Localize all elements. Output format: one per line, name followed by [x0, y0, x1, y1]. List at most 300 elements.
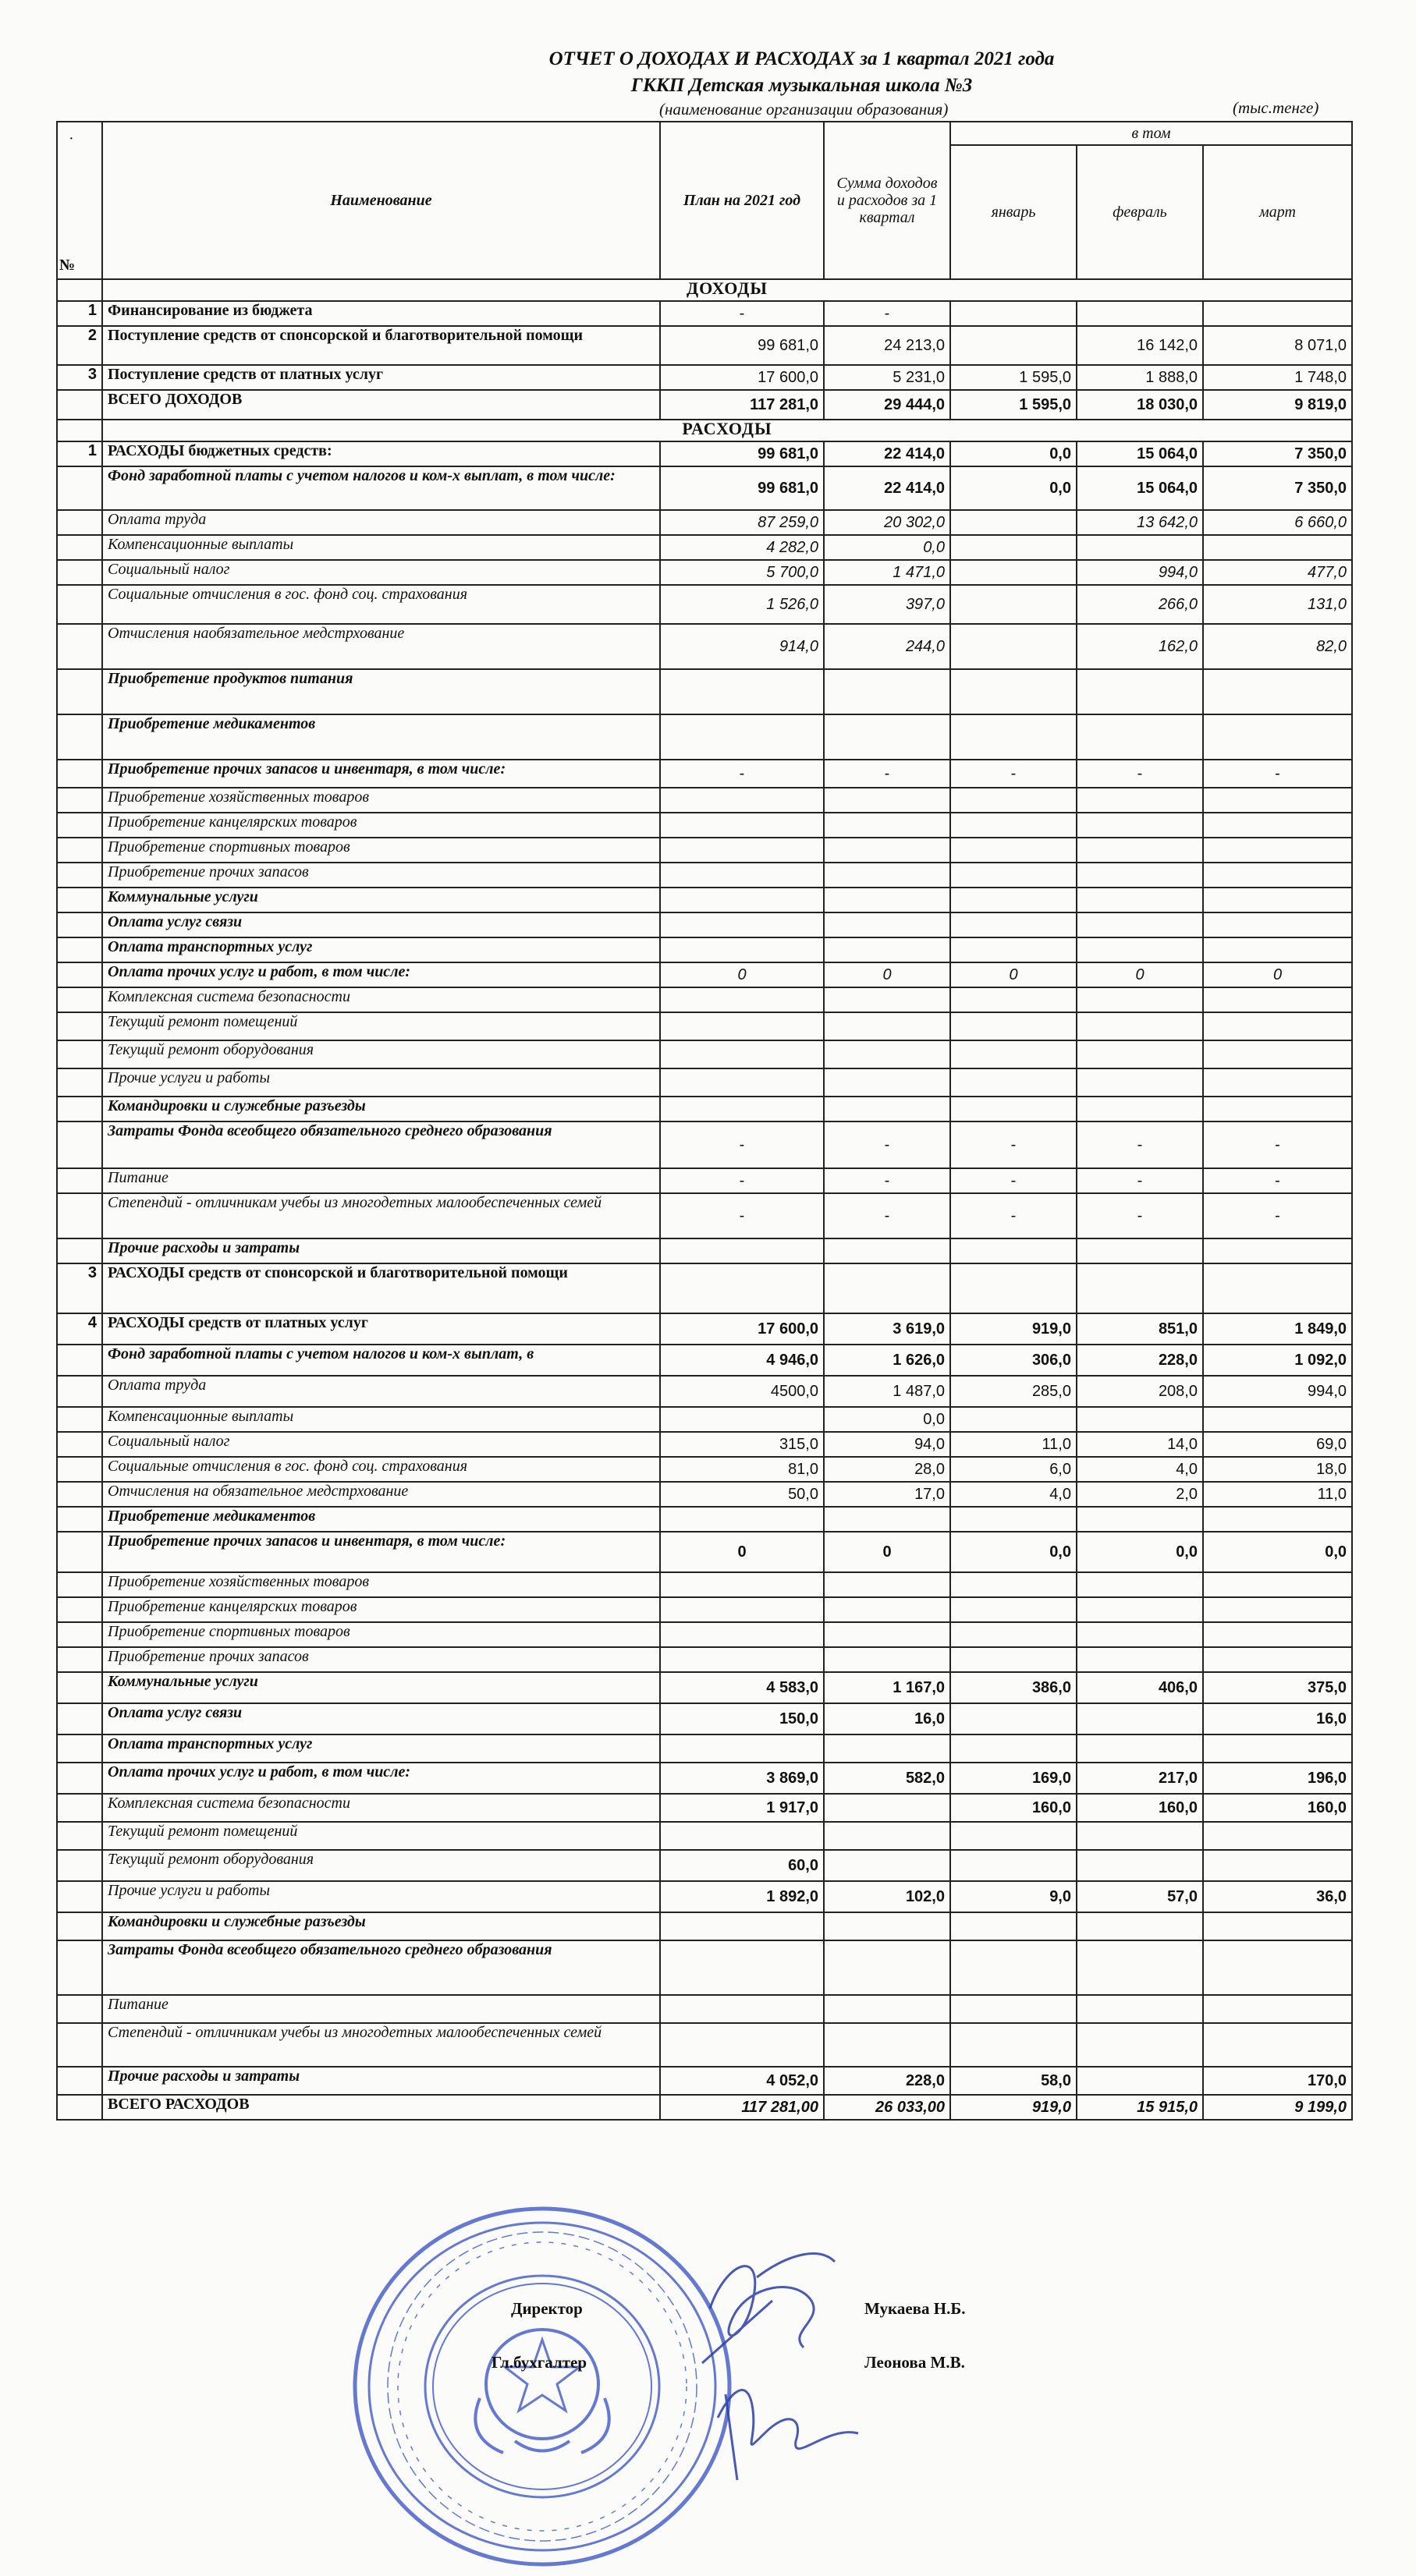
value-jan: 6,0	[950, 1457, 1077, 1482]
value-sum: 0,0	[824, 1407, 950, 1432]
row-number	[57, 1647, 102, 1672]
value-mar: 6 660,0	[1203, 510, 1352, 535]
value-feb: 15 064,0	[1077, 441, 1203, 466]
value-mar: 18,0	[1203, 1457, 1352, 1482]
row-number	[57, 1432, 102, 1457]
value-feb	[1077, 1734, 1203, 1763]
value-jan	[950, 987, 1077, 1012]
table-row	[57, 1168, 1352, 1193]
value-mar	[1203, 1263, 1352, 1313]
value-sum	[824, 1995, 950, 2023]
value-sum: -	[824, 1193, 950, 1238]
row-number: 2	[57, 326, 102, 365]
table-row	[57, 1822, 1352, 1850]
row-name: Приобретение спортивных товаров	[102, 1622, 660, 1647]
value-jan	[950, 669, 1077, 714]
row-name: Оплата прочих услуг и работ, в том числе:	[102, 1763, 660, 1794]
value-jan: 285,0	[950, 1376, 1077, 1407]
value-feb: -	[1077, 1168, 1203, 1193]
row-name: Приобретение хозяйственных товаров	[102, 788, 660, 813]
value-jan: 0,0	[950, 1532, 1077, 1572]
table-row	[57, 365, 1352, 390]
value-feb	[1077, 813, 1203, 838]
value-plan	[660, 838, 824, 863]
row-number	[57, 1703, 102, 1734]
table-row	[57, 1912, 1352, 1940]
value-jan: 160,0	[950, 1794, 1077, 1822]
value-feb	[1077, 1822, 1203, 1850]
value-plan: 1 917,0	[660, 1794, 824, 1822]
value-plan	[660, 1734, 824, 1763]
value-jan: 9,0	[950, 1881, 1077, 1912]
row-name: Прочие расходы и затраты	[102, 2067, 660, 2095]
col-header-mar: март	[1203, 145, 1352, 279]
row-number	[57, 1822, 102, 1850]
table-row	[57, 1622, 1352, 1647]
value-plan: 50,0	[660, 1482, 824, 1507]
value-plan	[660, 888, 824, 912]
value-plan: 1 526,0	[660, 585, 824, 624]
value-sum: 26 033,00	[824, 2095, 950, 2120]
value-sum: -	[824, 1168, 950, 1193]
row-name: Социальный налог	[102, 560, 660, 585]
value-plan: 5 700,0	[660, 560, 824, 585]
row-name: Оплата услуг связи	[102, 912, 660, 937]
value-mar	[1203, 987, 1352, 1012]
value-jan	[950, 560, 1077, 585]
value-feb: 13 642,0	[1077, 510, 1203, 535]
row-number	[57, 1482, 102, 1507]
row-number	[57, 1794, 102, 1822]
value-mar	[1203, 669, 1352, 714]
row-name: Фонд заработной платы с учетом налогов и ком-х выплат, в том числе:	[102, 466, 660, 510]
value-mar	[1203, 2023, 1352, 2067]
value-plan	[660, 1238, 824, 1263]
value-jan	[950, 1597, 1077, 1622]
col-header-num: · №	[57, 122, 102, 279]
value-mar	[1203, 1238, 1352, 1263]
value-feb	[1077, 1597, 1203, 1622]
value-jan	[950, 1040, 1077, 1068]
row-name: Комплексная система безопасности	[102, 1794, 660, 1822]
value-sum	[824, 1734, 950, 1763]
value-feb	[1077, 1238, 1203, 1263]
value-plan: 0	[660, 962, 824, 987]
row-name: Приобретение продуктов питания	[102, 669, 660, 714]
value-mar: 1 748,0	[1203, 365, 1352, 390]
row-name: Социальные отчисления в гос. фонд соц. страхования	[102, 585, 660, 624]
row-number	[57, 1734, 102, 1763]
value-sum	[824, 987, 950, 1012]
value-sum: 1 167,0	[824, 1672, 950, 1703]
value-plan: 17 600,0	[660, 365, 824, 390]
value-jan	[950, 624, 1077, 669]
value-jan	[950, 1734, 1077, 1763]
value-sum	[824, 669, 950, 714]
value-mar: 9 819,0	[1203, 390, 1352, 420]
value-mar: 36,0	[1203, 1881, 1352, 1912]
row-name: Приобретение прочих запасов и инвентаря, в том числе:	[102, 1532, 660, 1572]
table-row	[57, 1407, 1352, 1432]
table-row	[57, 1482, 1352, 1507]
value-sum: 102,0	[824, 1881, 950, 1912]
row-number	[57, 1168, 102, 1193]
value-plan	[660, 987, 824, 1012]
row-name: Оплата труда	[102, 510, 660, 535]
value-plan: 117 281,00	[660, 2095, 824, 2120]
value-jan	[950, 1263, 1077, 1313]
value-mar	[1203, 888, 1352, 912]
table-row	[57, 535, 1352, 560]
row-number	[57, 390, 102, 420]
value-jan	[950, 1068, 1077, 1097]
table-row	[57, 863, 1352, 888]
value-sum	[824, 1238, 950, 1263]
value-mar	[1203, 1850, 1352, 1881]
row-number	[57, 1912, 102, 1940]
value-feb: 208,0	[1077, 1376, 1203, 1407]
value-jan: 169,0	[950, 1763, 1077, 1794]
row-name: Отчисления на обязательное медстрхование	[102, 1482, 660, 1507]
value-mar	[1203, 1940, 1352, 1995]
row-name: Текущий ремонт помещений	[102, 1822, 660, 1850]
organization-name: ГККП Детская музыкальная школа №3	[630, 75, 973, 96]
col-header-in-that: в том	[950, 122, 1352, 145]
value-mar: 9 199,0	[1203, 2095, 1352, 2120]
value-sum: 24 213,0	[824, 326, 950, 365]
table-row	[57, 1703, 1352, 1734]
row-name: Питание	[102, 1995, 660, 2023]
value-jan	[950, 1850, 1077, 1881]
value-jan	[950, 1097, 1077, 1121]
value-plan: 99 681,0	[660, 441, 824, 466]
section-title: РАСХОДЫ	[102, 420, 1352, 441]
value-plan	[660, 1912, 824, 1940]
table-row	[57, 760, 1352, 788]
row-number	[57, 1012, 102, 1040]
row-name: Приобретение прочих запасов и инвентаря, в том числе:	[102, 760, 660, 788]
value-mar: 994,0	[1203, 1376, 1352, 1407]
value-jan: -	[950, 1121, 1077, 1168]
value-plan	[660, 1822, 824, 1850]
value-sum	[824, 1068, 950, 1097]
row-name: Питание	[102, 1168, 660, 1193]
row-number	[57, 1850, 102, 1881]
value-plan: 87 259,0	[660, 510, 824, 535]
value-feb: 15 915,0	[1077, 2095, 1203, 2120]
value-feb: 228,0	[1077, 1345, 1203, 1376]
row-name: Прочие расходы и затраты	[102, 1238, 660, 1263]
value-sum: 28,0	[824, 1457, 950, 1482]
value-sum: 16,0	[824, 1703, 950, 1734]
value-mar	[1203, 863, 1352, 888]
row-name: Степендий - отличникам учебы из многодетных малообеспеченных семей	[102, 1193, 660, 1238]
value-feb	[1077, 838, 1203, 863]
value-mar	[1203, 1912, 1352, 1940]
value-plan	[660, 1407, 824, 1432]
value-mar	[1203, 937, 1352, 962]
value-plan	[660, 937, 824, 962]
row-number	[57, 1457, 102, 1482]
value-sum	[824, 1507, 950, 1532]
value-jan: 0,0	[950, 466, 1077, 510]
row-name: Оплата транспортных услуг	[102, 1734, 660, 1763]
table-row	[57, 1763, 1352, 1794]
table-row	[57, 1734, 1352, 1763]
value-jan	[950, 585, 1077, 624]
row-number: 1	[57, 301, 102, 326]
table-row	[57, 2067, 1352, 2095]
row-name: Командировки и служебные разъезды	[102, 1912, 660, 1940]
value-plan	[660, 1995, 824, 2023]
value-mar: 0	[1203, 962, 1352, 987]
value-plan: 1 892,0	[660, 1881, 824, 1912]
value-sum	[824, 1794, 950, 1822]
row-number	[57, 1532, 102, 1572]
value-mar	[1203, 1012, 1352, 1040]
value-mar: 8 071,0	[1203, 326, 1352, 365]
row-number	[57, 510, 102, 535]
row-number	[57, 585, 102, 624]
value-plan	[660, 669, 824, 714]
table-row	[57, 1376, 1352, 1407]
row-number	[57, 962, 102, 987]
value-feb: 15 064,0	[1077, 466, 1203, 510]
value-mar	[1203, 788, 1352, 813]
value-feb	[1077, 1572, 1203, 1597]
value-plan	[660, 863, 824, 888]
value-sum: 22 414,0	[824, 466, 950, 510]
organization-caption: (наименование организации образования)	[659, 100, 949, 119]
value-feb: -	[1077, 760, 1203, 788]
table-row	[57, 1345, 1352, 1376]
row-number	[57, 624, 102, 669]
row-name: Социальный налог	[102, 1432, 660, 1457]
value-plan: -	[660, 1168, 824, 1193]
col-header-name: Наименование	[102, 122, 660, 279]
table-row	[57, 1040, 1352, 1068]
row-number	[57, 760, 102, 788]
value-plan: 150,0	[660, 1703, 824, 1734]
table-row	[57, 624, 1352, 669]
value-plan: 0	[660, 1532, 824, 1572]
value-feb: 162,0	[1077, 624, 1203, 669]
value-plan	[660, 1068, 824, 1097]
table-row	[57, 1313, 1352, 1345]
row-number	[57, 1507, 102, 1532]
value-jan	[950, 863, 1077, 888]
table-row	[57, 1794, 1352, 1822]
section-title: ДОХОДЫ	[102, 279, 1352, 301]
value-jan	[950, 510, 1077, 535]
value-mar: 131,0	[1203, 585, 1352, 624]
value-plan: 4 583,0	[660, 1672, 824, 1703]
row-number	[57, 1881, 102, 1912]
value-feb: 160,0	[1077, 1794, 1203, 1822]
value-jan: -	[950, 1168, 1077, 1193]
row-number	[57, 669, 102, 714]
table-row	[57, 1532, 1352, 1572]
value-jan: 1 595,0	[950, 365, 1077, 390]
row-name: Степендий - отличникам учебы из многодетных малообеспеченных семей	[102, 2023, 660, 2067]
report-title: ОТЧЕТ О ДОХОДАХ И РАСХОДАХ за 1 квартал 2021 года	[548, 48, 1055, 69]
section-num-cell	[57, 420, 102, 441]
value-plan: 60,0	[660, 1850, 824, 1881]
row-number	[57, 1407, 102, 1432]
value-sum	[824, 863, 950, 888]
value-sum: 94,0	[824, 1432, 950, 1457]
row-number: 4	[57, 1313, 102, 1345]
value-plan: 4500,0	[660, 1376, 824, 1407]
value-feb	[1077, 1263, 1203, 1313]
value-feb: 4,0	[1077, 1457, 1203, 1482]
value-sum: 1 487,0	[824, 1376, 950, 1407]
value-jan: 58,0	[950, 2067, 1077, 2095]
value-plan: 4 052,0	[660, 2067, 824, 2095]
value-mar	[1203, 535, 1352, 560]
value-mar	[1203, 838, 1352, 863]
value-mar: -	[1203, 760, 1352, 788]
table-row	[57, 390, 1352, 420]
value-mar	[1203, 813, 1352, 838]
value-sum	[824, 1622, 950, 1647]
value-jan	[950, 714, 1077, 760]
table-row	[57, 937, 1352, 962]
value-sum	[824, 1097, 950, 1121]
value-jan: 919,0	[950, 1313, 1077, 1345]
value-sum: 0	[824, 962, 950, 987]
table-row	[57, 1012, 1352, 1040]
value-jan	[950, 1995, 1077, 2023]
report-table	[56, 121, 1353, 2121]
value-jan	[950, 326, 1077, 365]
row-number: 1	[57, 441, 102, 466]
value-feb	[1077, 669, 1203, 714]
value-feb: 57,0	[1077, 1881, 1203, 1912]
col-header-sum: Сумма доходов и расходов за 1 квартал	[824, 122, 950, 279]
value-jan	[950, 1012, 1077, 1040]
value-sum: 228,0	[824, 2067, 950, 2095]
row-name: Фонд заработной платы с учетом налогов и ком-х выплат, в	[102, 1345, 660, 1376]
table-row	[57, 1940, 1352, 1995]
value-feb: 18 030,0	[1077, 390, 1203, 420]
row-name: Компенсационные выплаты	[102, 1407, 660, 1432]
row-number	[57, 535, 102, 560]
table-row	[57, 301, 1352, 326]
table-row	[57, 669, 1352, 714]
value-feb	[1077, 1850, 1203, 1881]
value-mar: 170,0	[1203, 2067, 1352, 2095]
row-number	[57, 2023, 102, 2067]
row-number	[57, 987, 102, 1012]
row-name: Приобретение медикаментов	[102, 714, 660, 760]
accountant-label: Гл.бухгалтер	[492, 2353, 587, 2372]
row-number	[57, 1068, 102, 1097]
table-row	[57, 326, 1352, 365]
row-name: Приобретение прочих запасов	[102, 1647, 660, 1672]
value-plan: -	[660, 1193, 824, 1238]
value-plan	[660, 1040, 824, 1068]
value-plan: 315,0	[660, 1432, 824, 1457]
row-name: Отчисления наобязательное медстрхование	[102, 624, 660, 669]
value-sum	[824, 1940, 950, 1995]
row-number	[57, 1097, 102, 1121]
table-row	[57, 1193, 1352, 1238]
value-plan	[660, 788, 824, 813]
row-name: Приобретение медикаментов	[102, 1507, 660, 1532]
value-jan	[950, 1507, 1077, 1532]
value-feb: 217,0	[1077, 1763, 1203, 1794]
value-mar	[1203, 301, 1352, 326]
value-jan: 386,0	[950, 1672, 1077, 1703]
table-row	[57, 788, 1352, 813]
value-jan	[950, 535, 1077, 560]
value-jan	[950, 1407, 1077, 1432]
value-sum: -	[824, 760, 950, 788]
row-name: Приобретение хозяйственных товаров	[102, 1572, 660, 1597]
value-plan	[660, 1572, 824, 1597]
value-sum	[824, 1597, 950, 1622]
row-number	[57, 1995, 102, 2023]
row-number	[57, 937, 102, 962]
row-name: Приобретение прочих запасов	[102, 863, 660, 888]
value-jan: 0,0	[950, 441, 1077, 466]
value-jan	[950, 2023, 1077, 2067]
value-jan	[950, 937, 1077, 962]
table-row	[57, 1850, 1352, 1881]
table-row	[57, 1881, 1352, 1912]
value-sum: 22 414,0	[824, 441, 950, 466]
table-row	[57, 1647, 1352, 1672]
value-sum	[824, 813, 950, 838]
row-name: Текущий ремонт оборудования	[102, 1850, 660, 1881]
value-plan: 99 681,0	[660, 326, 824, 365]
value-feb	[1077, 888, 1203, 912]
value-feb: 851,0	[1077, 1313, 1203, 1345]
row-number	[57, 1572, 102, 1597]
value-jan	[950, 1238, 1077, 1263]
table-row	[57, 962, 1352, 987]
value-plan	[660, 714, 824, 760]
value-mar: 7 350,0	[1203, 466, 1352, 510]
value-plan	[660, 1647, 824, 1672]
value-mar: 1 092,0	[1203, 1345, 1352, 1376]
row-number	[57, 912, 102, 937]
value-plan	[660, 1012, 824, 1040]
value-jan	[950, 838, 1077, 863]
value-sum	[824, 912, 950, 937]
value-mar	[1203, 1647, 1352, 1672]
value-feb: 16 142,0	[1077, 326, 1203, 365]
value-plan	[660, 813, 824, 838]
value-sum	[824, 1912, 950, 1940]
value-sum: 29 444,0	[824, 390, 950, 420]
row-number	[57, 1672, 102, 1703]
value-mar	[1203, 1507, 1352, 1532]
value-feb	[1077, 2023, 1203, 2067]
value-plan: 117 281,0	[660, 390, 824, 420]
row-name: Затраты Фонда всеобщего обязательного среднего образования	[102, 1940, 660, 1995]
value-feb: 0,0	[1077, 1532, 1203, 1572]
value-feb	[1077, 1407, 1203, 1432]
value-jan	[950, 1912, 1077, 1940]
value-feb	[1077, 788, 1203, 813]
row-number	[57, 1763, 102, 1794]
row-number: 3	[57, 365, 102, 390]
row-number	[57, 714, 102, 760]
value-plan	[660, 912, 824, 937]
section-row	[57, 420, 1352, 441]
